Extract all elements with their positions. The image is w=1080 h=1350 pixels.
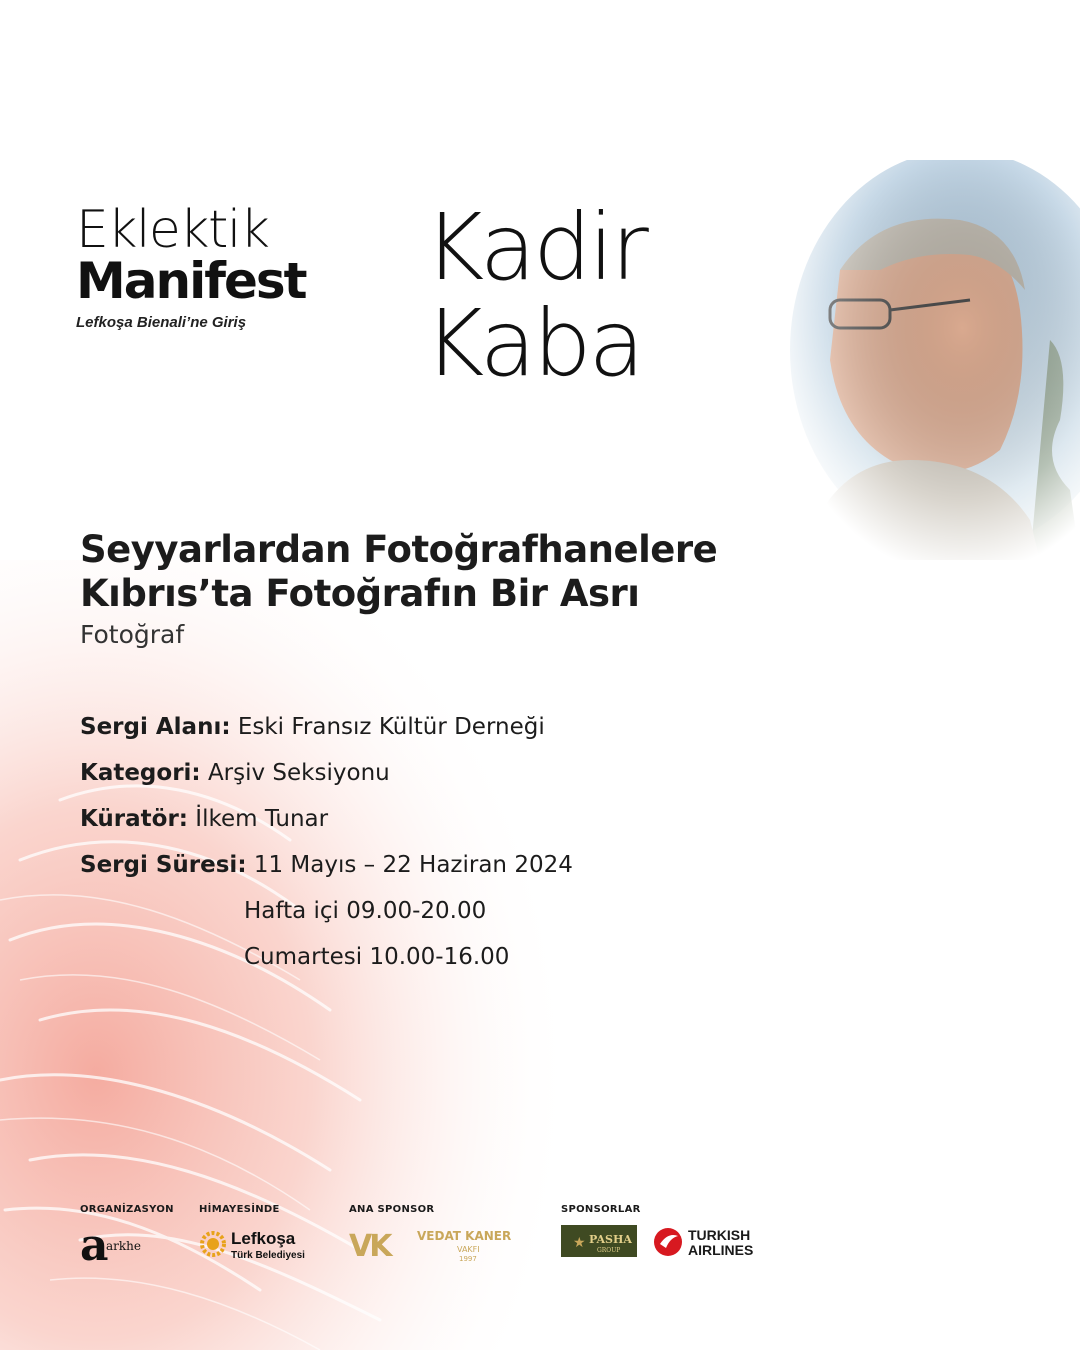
lefkosa-logo-sub: Türk Belediyesi (231, 1250, 305, 1261)
main-sponsor-caption: ANA SPONSOR (349, 1204, 435, 1215)
vedat-kaner-logo (349, 1222, 529, 1268)
weekday-hours: Hafta içi 09.00-20.00 (244, 898, 487, 924)
sponsors-caption: SPONSORLAR (561, 1204, 641, 1215)
sponsors-group (561, 1204, 641, 1215)
organization-caption: ORGANİZASYON (80, 1204, 174, 1215)
curator-value: İlkem Tunar (188, 806, 329, 832)
turkish-airlines-line1: TURKISH (688, 1227, 751, 1243)
exhibition-discipline: Fotoğraf (80, 620, 185, 649)
patronage-group (199, 1204, 280, 1215)
event-brand-logo (76, 200, 306, 331)
curator-label: Küratör: (80, 806, 188, 832)
vedat-kaner-title: VEDAT KANER (417, 1229, 512, 1243)
pasha-logo-sub: GROUP (597, 1247, 621, 1254)
brand-tagline: Lefkoşa Bienali’ne Giriş (76, 314, 247, 331)
artist-portrait-photo (770, 160, 1080, 560)
lefkosa-logo-title: Lefkoşa (231, 1229, 296, 1248)
duration-value: 11 Mayıs – 22 Haziran 2024 (246, 852, 573, 878)
arkhe-logo (80, 1222, 160, 1268)
vedat-kaner-year: 1997 (459, 1255, 477, 1263)
patronage-caption: HİMAYESİNDE (199, 1204, 280, 1215)
artist-name (424, 194, 646, 397)
svg-text:a: a (80, 1222, 109, 1268)
main-sponsor-group (349, 1204, 434, 1215)
venue-label: Sergi Alanı: (80, 714, 231, 740)
artist-first-name: Kadir (424, 194, 646, 301)
brand-line-manifest: Manifest (76, 252, 306, 310)
exhibition-details (80, 710, 573, 986)
category-value: Arşiv Seksiyonu (200, 760, 390, 786)
exhibition-title-block (80, 528, 717, 649)
organization-group (80, 1204, 174, 1215)
pasha-group-logo (561, 1225, 637, 1257)
artist-last-name: Kaba (424, 290, 642, 397)
curator-row (80, 802, 573, 848)
exhibition-title-line-2: Kıbrıs’ta Fotoğrafın Bir Asrı (80, 572, 640, 615)
lefkosa-municipality-logo (199, 1222, 319, 1268)
category-row (80, 756, 573, 802)
arkhe-logo-text: arkhe (106, 1239, 141, 1253)
sponsors-bar (80, 1204, 780, 1274)
venue-row (80, 710, 573, 756)
pasha-logo-text: PASHA (589, 1233, 632, 1246)
duration-row (80, 848, 573, 894)
brand-line-eklektik: Eklektik (76, 200, 269, 260)
vedat-kaner-sub: VAKFI (457, 1245, 480, 1254)
turkish-airlines-line2: AIRLINES (688, 1242, 754, 1258)
exhibition-title-line-1: Seyyarlardan Fotoğrafhanelere (80, 528, 718, 571)
venue-value: Eski Fransız Kültür Derneği (230, 714, 545, 740)
vedat-kaner-mark: VK (349, 1229, 390, 1264)
saturday-hours: Cumartesi 10.00-16.00 (244, 944, 510, 970)
turkish-airlines-logo (652, 1224, 772, 1264)
svg-text:★: ★ (573, 1234, 586, 1250)
category-label: Kategori: (80, 760, 201, 786)
duration-label: Sergi Süresi: (80, 852, 247, 878)
